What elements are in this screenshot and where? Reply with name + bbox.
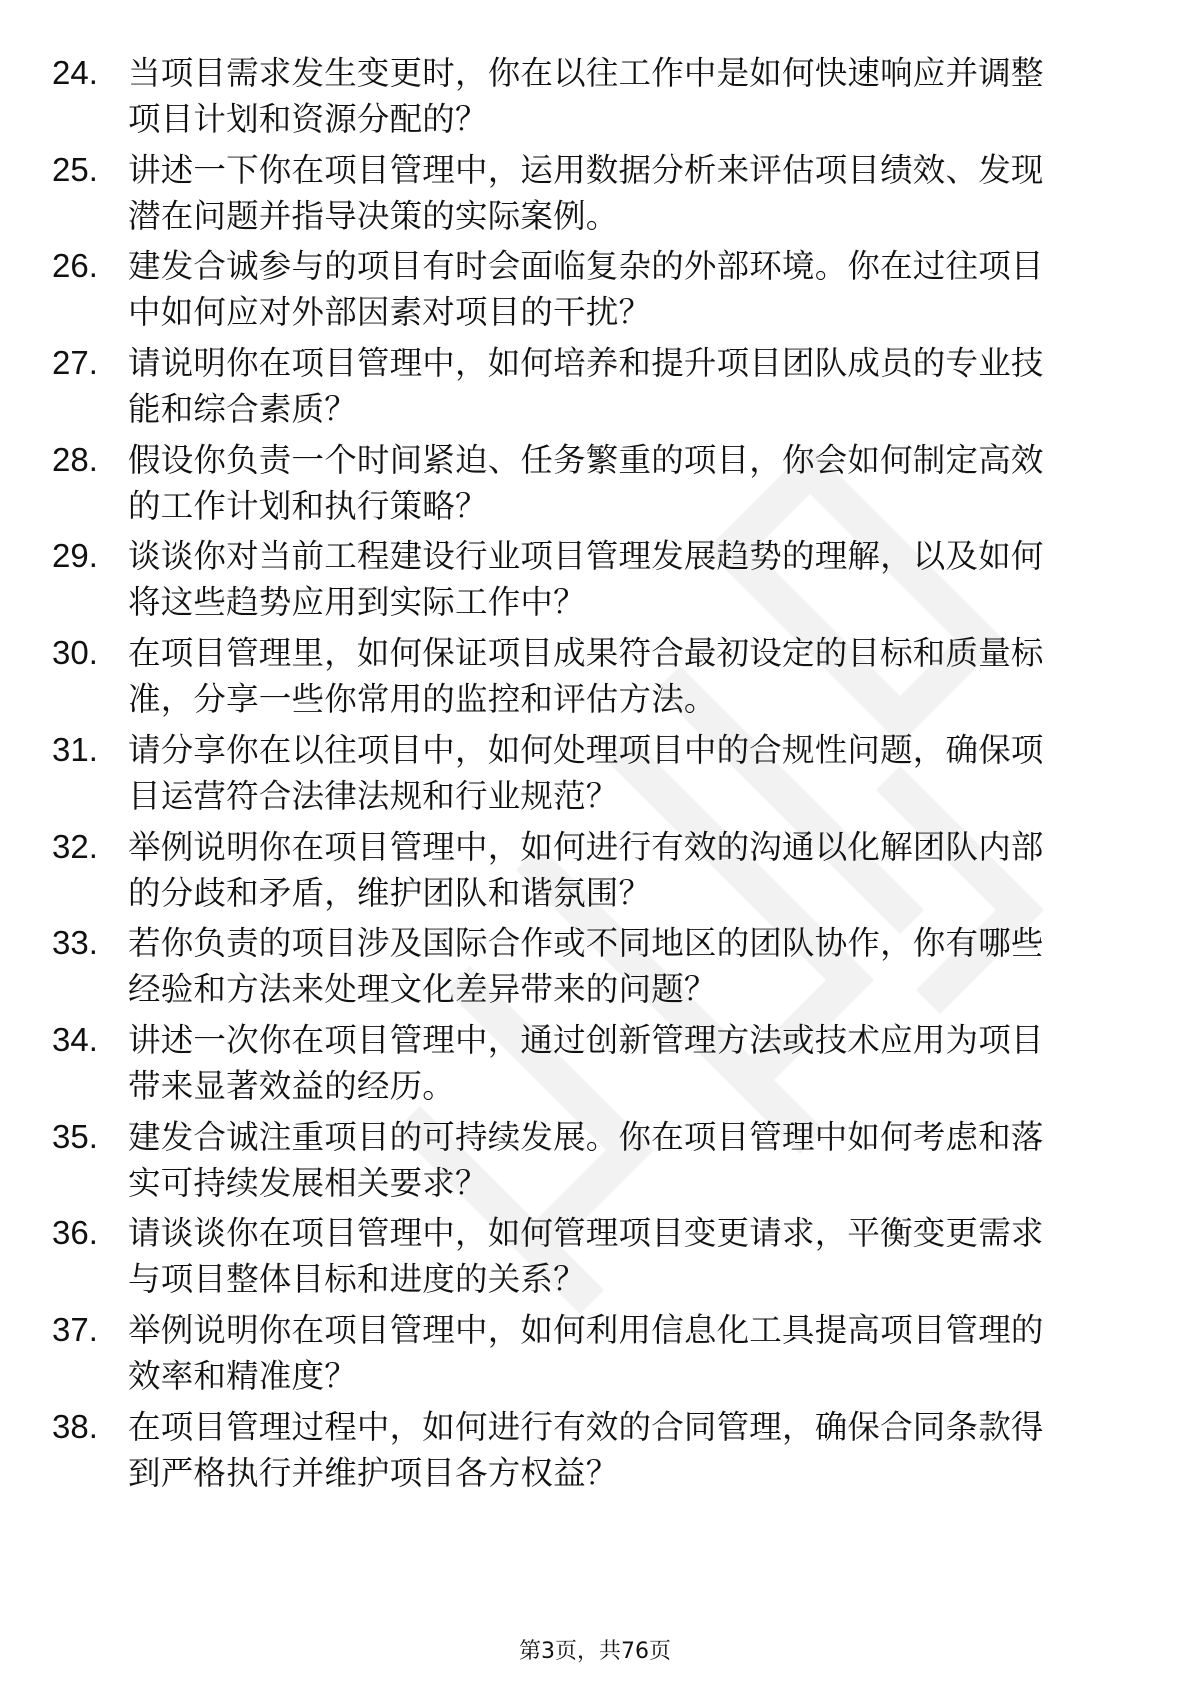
question-number: 34. — [52, 1020, 98, 1058]
question-number: 38. — [52, 1407, 98, 1445]
question-text: 若你负责的项目涉及国际合作或不同地区的团队协作，你有哪些 经验和方法来处理文化差异带来的问题？ — [128, 924, 1044, 1009]
page-footer: 第3页，共76页 — [519, 1639, 671, 1664]
question-item — [52, 1017, 1112, 1114]
question-number: 26. — [52, 247, 98, 285]
question-number: 32. — [52, 827, 98, 865]
question-text: 当项目需求发生变更时，你在以往工作中是如何快速响应并调整 项目计划和资源分配的？ — [128, 54, 1044, 138]
question-item — [52, 147, 1112, 244]
question-number: 35. — [52, 1117, 98, 1155]
question-text: 建发合诚参与的项目有时会面临复杂的外部环境。你在过往项目 中如何应对外部因素对项目的干扰？ — [128, 247, 1044, 332]
question-text: 讲述一次你在项目管理中，通过创新管理方法或技术应用为项目 带来显著效益的经历。 — [128, 1020, 1044, 1105]
question-number: 30. — [52, 634, 98, 672]
question-text: 在项目管理里，如何保证项目成果符合最初设定的目标和质量标 准，分享一些你常用的监控和评估方法。 — [128, 634, 1044, 719]
question-text: 建发合诚注重项目的可持续发展。你在项目管理中如何考虑和落 实可持续发展相关要求？ — [128, 1117, 1044, 1202]
question-item — [52, 727, 1112, 824]
question-text: 谈谈你对当前工程建设行业项目管理发展趋势的理解，以及如何 将这些趋势应用到实际工作中？ — [128, 537, 1044, 622]
question-number: 27. — [52, 344, 98, 382]
question-item — [52, 1114, 1112, 1211]
question-number: 31. — [52, 730, 98, 768]
question-text: 讲述一下你在项目管理中，运用数据分析来评估项目绩效、发现 潜在问题并指导决策的实际案例。 — [128, 150, 1044, 235]
question-item — [52, 920, 1112, 1017]
question-number: 37. — [52, 1310, 98, 1348]
question-item — [52, 824, 1112, 921]
question-text: 请分享你在以往项目中，如何处理项目中的合规性问题，确保项 目运营符合法律法规和行业规范？ — [128, 730, 1044, 815]
question-list — [52, 50, 1112, 1500]
question-text: 请谈谈你在项目管理中，如何管理项目变更请求，平衡变更需求 与项目整体目标和进度的关系？ — [128, 1214, 1044, 1299]
question-text: 举例说明你在项目管理中，如何利用信息化工具提高项目管理的 效率和精准度？ — [128, 1310, 1044, 1395]
question-number: 33. — [52, 924, 98, 962]
question-number: 25. — [52, 150, 98, 188]
question-item — [52, 50, 1112, 147]
question-number: 28. — [52, 440, 98, 478]
question-item — [52, 437, 1112, 534]
question-number: 24. — [52, 54, 98, 91]
question-item — [52, 533, 1112, 630]
question-text: 举例说明你在项目管理中，如何进行有效的沟通以化解团队内部 的分歧和矛盾，维护团队和谐氛围？ — [128, 827, 1044, 912]
question-item — [52, 1307, 1112, 1404]
question-text: 在项目管理过程中，如何进行有效的合同管理，确保合同条款得 到严格执行并维护项目各方权益？ — [128, 1407, 1044, 1492]
question-item — [52, 243, 1112, 340]
question-text: 假设你负责一个时间紧迫、任务繁重的项目，你会如何制定高效 的工作计划和执行策略？ — [128, 440, 1044, 525]
question-text: 请说明你在项目管理中，如何培养和提升项目团队成员的专业技 能和综合素质？ — [128, 344, 1044, 429]
question-item — [52, 1210, 1112, 1307]
question-item — [52, 340, 1112, 437]
question-number: 36. — [52, 1214, 98, 1252]
question-item — [52, 1404, 1112, 1501]
question-item — [52, 630, 1112, 727]
question-number: 29. — [52, 537, 98, 575]
